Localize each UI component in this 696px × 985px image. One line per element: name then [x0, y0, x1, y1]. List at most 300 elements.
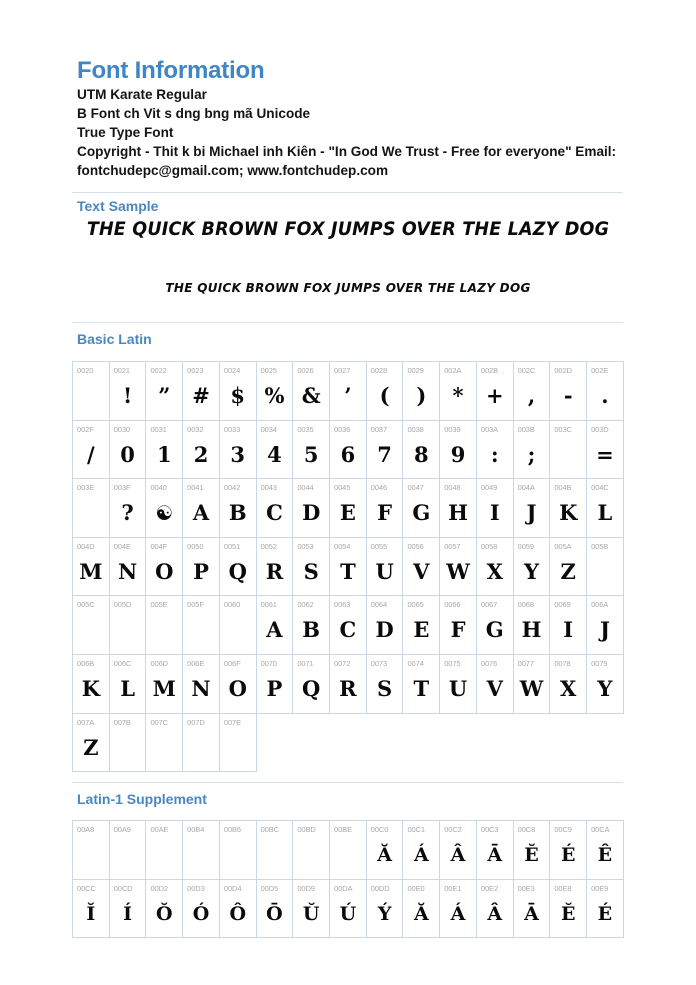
glyph-cell: [330, 821, 367, 880]
glyph-cell: [514, 538, 551, 597]
glyph-preview: 2: [193, 441, 209, 467]
glyph-preview: T: [413, 675, 430, 701]
section-heading-latin1-supplement: Latin-1 Supplement: [77, 791, 207, 807]
glyph-preview: %: [264, 383, 285, 408]
glyph-cell: [293, 479, 330, 538]
glyph-preview: Ô: [229, 902, 247, 925]
section-heading-text-sample: Text Sample: [77, 198, 159, 214]
glyph-code: 006E: [187, 658, 205, 668]
glyph-code: 00C9: [554, 825, 572, 834]
glyph-code: 0038: [407, 424, 424, 434]
glyph-code: 0047: [407, 483, 424, 493]
glyph-code: 006D: [150, 658, 168, 668]
glyph-preview: Ó: [192, 902, 210, 925]
glyph-cell: [146, 596, 183, 655]
font-name: UTM Karate Regular: [77, 87, 207, 102]
glyph-cell: [514, 655, 551, 714]
glyph-preview: Y: [597, 675, 613, 701]
glyph-cell: [403, 538, 440, 597]
glyph-preview: Ú: [339, 902, 357, 925]
glyph-code: 0065: [407, 600, 424, 610]
glyph-preview: G: [485, 617, 504, 643]
glyph-cell: [330, 538, 367, 597]
glyph-preview: V: [413, 558, 430, 584]
glyph-code: 0044: [297, 483, 314, 493]
glyph-code: 00C0: [370, 825, 389, 834]
glyph-cell: [257, 821, 294, 880]
glyph-code: 00E9: [591, 883, 609, 893]
font-copyright: Copyright - Thit k bi Michael inh Kiên - "In God We Trust - Free for everyone" Email:: [77, 144, 617, 159]
glyph-preview: Ā: [487, 844, 503, 866]
glyph-cell: [587, 421, 624, 480]
glyph-preview: Ê: [597, 844, 613, 866]
glyph-code: 00D3: [187, 883, 205, 893]
page-title: Font Information: [77, 57, 265, 84]
glyph-code: 0058: [480, 541, 498, 551]
glyph-code: 004A: [517, 483, 535, 493]
glyph-cell: [220, 538, 257, 597]
glyph-preview: Ō: [266, 902, 283, 925]
glyph-code: 005B: [591, 541, 609, 551]
glyph-cell: [220, 479, 257, 538]
glyph-code: 004D: [77, 541, 95, 551]
glyph-cell: [587, 821, 624, 880]
glyph-cell: [183, 655, 220, 714]
glyph-cell: [477, 362, 514, 421]
glyph-preview: .: [601, 383, 609, 408]
glyph-preview: =: [596, 441, 614, 467]
latin1-glyph-grid: [72, 820, 624, 938]
font-type: True Type Font: [77, 125, 174, 140]
glyph-cell: [257, 538, 294, 597]
glyph-code: 005D: [113, 600, 132, 610]
glyph-cell: [220, 714, 257, 773]
glyph-cell: [403, 596, 440, 655]
glyph-cell: [587, 880, 624, 939]
glyph-cell: [550, 596, 587, 655]
glyph-preview: K: [559, 500, 578, 526]
glyph-code: 003A: [480, 424, 499, 434]
glyph-cell: [146, 362, 183, 421]
glyph-preview: R: [339, 675, 357, 701]
glyph-code: 00AE: [150, 825, 169, 834]
glyph-preview: É: [597, 902, 613, 925]
glyph-cell: [110, 714, 147, 773]
glyph-cell: [146, 714, 183, 773]
glyph-preview: Z: [83, 734, 99, 760]
glyph-cell: [587, 655, 624, 714]
glyph-code: 0025: [260, 366, 277, 375]
divider: [72, 192, 623, 193]
glyph-cell: [183, 596, 220, 655]
glyph-preview: S: [303, 558, 319, 584]
glyph-cell: [403, 880, 440, 939]
glyph-code: 0026: [297, 366, 314, 375]
glyph-preview: (: [379, 383, 390, 408]
glyph-cell: [110, 655, 147, 714]
glyph-code: 0052: [260, 541, 277, 551]
glyph-code: 00BC: [260, 825, 279, 834]
glyph-code: 007D: [187, 717, 205, 727]
glyph-preview: O: [155, 558, 174, 584]
glyph-cell: [183, 421, 220, 480]
glyph-code: 00E1: [444, 883, 462, 893]
glyph-preview: Ā: [524, 902, 539, 925]
glyph-cell: [440, 596, 477, 655]
glyph-code: 003F: [113, 483, 131, 493]
glyph-code: 006B: [77, 658, 95, 668]
glyph-preview: Y: [523, 558, 539, 584]
glyph-cell: [550, 421, 587, 480]
glyph-cell: [550, 821, 587, 880]
glyph-cell: [293, 821, 330, 880]
glyph-preview: ?: [121, 500, 134, 526]
glyph-code: 0066: [444, 600, 461, 610]
glyph-cell: [477, 538, 514, 597]
glyph-code: 007A: [77, 717, 95, 727]
glyph-cell: [587, 479, 624, 538]
glyph-code: 0073: [370, 658, 388, 668]
glyph-preview: 6: [340, 441, 356, 467]
glyph-cell: [73, 655, 110, 714]
glyph-code: 0072: [334, 658, 351, 668]
glyph-preview: E: [413, 617, 430, 643]
glyph-preview: C: [339, 617, 357, 643]
basic-latin-glyph-grid: [72, 361, 624, 772]
glyph-cell: [330, 880, 367, 939]
divider: [72, 782, 623, 783]
glyph-cell: [257, 655, 294, 714]
glyph-cell: [293, 421, 330, 480]
glyph-code: 0039: [444, 424, 461, 434]
section-heading-basic-latin: Basic Latin: [77, 331, 152, 347]
glyph-preview: A: [192, 500, 210, 526]
glyph-cell: [330, 655, 367, 714]
glyph-code: 0049: [480, 483, 498, 493]
glyph-cell: [403, 362, 440, 421]
glyph-code: 0031: [150, 424, 167, 434]
glyph-cell: [146, 655, 183, 714]
glyph-code: 0055: [370, 541, 388, 551]
text-sample-large: THE QUICK BROWN FOX JUMPS OVER THE LAZY DOG: [86, 219, 610, 241]
glyph-code: 00DA: [334, 883, 353, 893]
glyph-cell: [440, 421, 477, 480]
glyph-preview: !: [122, 383, 133, 408]
glyph-code: 002D: [554, 366, 572, 375]
glyph-cell: [440, 479, 477, 538]
glyph-preview: K: [81, 675, 100, 701]
glyph-cell: [257, 479, 294, 538]
divider: [72, 322, 623, 323]
glyph-cell: [257, 596, 294, 655]
glyph-code: 0067: [480, 600, 498, 610]
glyph-preview: Ĕ: [524, 844, 539, 866]
glyph-code: 003D: [591, 424, 609, 434]
glyph-code: 0040: [150, 483, 167, 493]
glyph-code: 00E8: [554, 883, 572, 893]
text-sample-small: THE QUICK BROWN FOX JUMPS OVER THE LAZY DOG: [165, 281, 531, 295]
glyph-code: 002A: [444, 366, 462, 375]
glyph-preview: W: [446, 558, 470, 584]
glyph-code: 0034: [260, 424, 277, 434]
glyph-code: 0054: [334, 541, 351, 551]
glyph-preview: R: [265, 558, 284, 584]
glyph-preview: F: [450, 617, 466, 643]
glyph-preview: ’: [344, 383, 352, 408]
glyph-preview: Z: [560, 558, 576, 584]
glyph-cell: [183, 714, 220, 773]
yin-yang-icon: ☯: [155, 501, 174, 526]
glyph-cell: [183, 821, 220, 880]
glyph-preview: N: [117, 558, 138, 584]
glyph-preview: M: [152, 675, 176, 701]
glyph-cell: [514, 596, 551, 655]
glyph-preview: ;: [527, 441, 536, 467]
glyph-preview: :: [490, 441, 499, 467]
glyph-cell: [403, 479, 440, 538]
glyph-cell: [220, 421, 257, 480]
glyph-cell: [257, 421, 294, 480]
glyph-code: 0071: [297, 658, 314, 668]
glyph-preview: D: [375, 617, 394, 643]
glyph-cell: [477, 596, 514, 655]
glyph-code: 007E: [223, 717, 241, 727]
glyph-cell: [514, 821, 551, 880]
glyph-preview: 8: [414, 441, 429, 467]
glyph-preview: I: [563, 617, 574, 643]
glyph-code: 00CC: [77, 883, 96, 893]
glyph-code: 00E2: [480, 883, 499, 893]
glyph-preview: Â: [487, 902, 503, 925]
glyph-code: 0035: [297, 424, 314, 434]
glyph-code: 003B: [517, 424, 535, 434]
glyph-preview: H: [448, 500, 468, 526]
glyph-preview: E: [339, 500, 356, 526]
font-contact: fontchudepc@gmail.com; www.fontchudep.com: [77, 163, 389, 178]
glyph-cell: [367, 596, 404, 655]
glyph-code: 00DD: [370, 883, 390, 893]
glyph-cell: [73, 880, 110, 939]
glyph-code: 0078: [554, 658, 571, 668]
glyph-preview: Ŭ: [302, 902, 320, 925]
glyph-code: 0022: [150, 366, 167, 375]
glyph-preview: H: [521, 617, 542, 643]
glyph-cell: [110, 596, 147, 655]
glyph-preview: P: [193, 558, 209, 584]
glyph-preview: -: [563, 383, 573, 408]
glyph-preview: ): [416, 383, 427, 408]
glyph-code: 002B: [480, 366, 499, 375]
glyph-cell: [220, 655, 257, 714]
glyph-code: 0029: [407, 366, 424, 375]
glyph-cell: [403, 421, 440, 480]
glyph-cell: [550, 538, 587, 597]
glyph-preview: J: [599, 617, 610, 643]
glyph-cell: [514, 362, 551, 421]
glyph-cell: [514, 880, 551, 939]
glyph-cell: [110, 821, 147, 880]
glyph-cell: [73, 821, 110, 880]
glyph-cell: [440, 655, 477, 714]
glyph-preview: 5: [303, 441, 319, 467]
glyph-preview: 1: [156, 441, 172, 467]
glyph-cell: [587, 596, 624, 655]
glyph-cell: [146, 821, 183, 880]
glyph-code: 0030: [113, 424, 131, 434]
glyph-preview: I: [489, 500, 500, 526]
glyph-cell: [367, 479, 404, 538]
glyph-code: 0053: [297, 541, 314, 551]
glyph-preview: Ý: [377, 902, 392, 925]
glyph-cell: [403, 821, 440, 880]
glyph-code: 0021: [113, 366, 131, 375]
glyph-code: 002C: [517, 366, 536, 375]
glyph-code: 0050: [187, 541, 204, 551]
glyph-cell: [440, 880, 477, 939]
glyph-code: 00C1: [407, 825, 425, 834]
glyph-code: 00BD: [297, 825, 316, 834]
glyph-code: 005F: [187, 600, 204, 610]
glyph-code: 0042: [223, 483, 241, 493]
glyph-code: 0048: [444, 483, 461, 493]
glyph-cell: [550, 362, 587, 421]
glyph-code: 004F: [150, 541, 168, 551]
glyph-cell: [220, 821, 257, 880]
glyph-cell: [257, 880, 294, 939]
glyph-cell: [73, 538, 110, 597]
glyph-preview: ”: [158, 383, 171, 408]
glyph-cell: [477, 880, 514, 939]
glyph-code: 0079: [591, 658, 608, 668]
glyph-preview: A: [266, 617, 283, 643]
glyph-cell: [110, 479, 147, 538]
glyph-cell: [440, 538, 477, 597]
glyph-code: 0076: [480, 658, 498, 668]
glyph-preview: É: [560, 844, 576, 866]
glyph-cell: [367, 880, 404, 939]
glyph-preview: G: [412, 500, 431, 526]
glyph-preview: Ĕ: [560, 902, 576, 925]
glyph-cell: [330, 362, 367, 421]
glyph-preview: D: [302, 500, 321, 526]
glyph-code: 0032: [187, 424, 204, 434]
glyph-cell: [73, 421, 110, 480]
glyph-preview: L: [597, 500, 613, 526]
glyph-cell: [550, 880, 587, 939]
glyph-code: 00E0: [407, 883, 425, 893]
glyph-cell: [183, 538, 220, 597]
glyph-code: 0041: [187, 483, 204, 493]
glyph-code: 0051: [223, 541, 241, 551]
glyph-code: 0020: [77, 366, 94, 375]
glyph-code: 0036: [334, 424, 351, 434]
glyph-preview: 4: [267, 441, 282, 467]
glyph-cell: [514, 479, 551, 538]
glyph-cell: [110, 421, 147, 480]
glyph-cell: [367, 362, 404, 421]
glyph-code: 00B4: [187, 825, 205, 834]
glyph-preview: 7: [377, 441, 392, 467]
glyph-code: 006F: [223, 658, 241, 668]
glyph-preview: Ŏ: [156, 902, 173, 925]
glyph-preview: U: [448, 675, 468, 701]
glyph-preview: X: [486, 558, 503, 584]
glyph-code: 00C2: [444, 825, 462, 834]
glyph-cell: [367, 655, 404, 714]
glyph-code: 0023: [187, 366, 204, 375]
glyph-cell: [403, 655, 440, 714]
glyph-preview: Ă: [377, 844, 392, 866]
glyph-preview: Â: [450, 844, 466, 866]
glyph-cell: [330, 596, 367, 655]
glyph-code: 0046: [370, 483, 388, 493]
glyph-code: 0057: [444, 541, 461, 551]
glyph-cell: [293, 596, 330, 655]
glyph-cell: [330, 421, 367, 480]
glyph-cell: [146, 880, 183, 939]
glyph-code: 00D5: [260, 883, 279, 893]
glyph-cell: [477, 821, 514, 880]
glyph-code: 00C3: [480, 825, 499, 834]
glyph-preview: &: [301, 383, 321, 408]
glyph-cell: [514, 421, 551, 480]
glyph-cell: [146, 479, 183, 538]
glyph-code: 0037: [370, 424, 388, 434]
glyph-code: 0070: [260, 658, 277, 668]
glyph-preview: 9: [450, 441, 466, 467]
glyph-code: 00A8: [77, 825, 95, 834]
glyph-code: 006C: [113, 658, 132, 668]
glyph-cell: [550, 479, 587, 538]
glyph-preview: J: [526, 500, 537, 526]
glyph-preview: V: [486, 675, 503, 701]
glyph-cell: [293, 362, 330, 421]
glyph-cell: [550, 655, 587, 714]
glyph-preview: C: [266, 500, 283, 526]
glyph-preview: /: [87, 441, 95, 467]
font-info-block: [77, 85, 657, 180]
glyph-preview: X: [560, 675, 577, 701]
glyph-preview: B: [302, 617, 321, 643]
glyph-preview: O: [228, 675, 247, 701]
glyph-cell: [110, 880, 147, 939]
glyph-cell: [257, 362, 294, 421]
glyph-code: 0062: [297, 600, 314, 610]
glyph-preview: 3: [230, 441, 246, 467]
glyph-cell: [220, 362, 257, 421]
glyph-code: 0063: [334, 600, 351, 610]
glyph-code: 00BE: [334, 825, 352, 834]
glyph-preview: $: [230, 383, 246, 408]
glyph-code: 004E: [113, 541, 131, 551]
glyph-code: 003C: [554, 424, 572, 434]
glyph-cell: [477, 421, 514, 480]
glyph-preview: ,: [527, 383, 536, 408]
glyph-cell: [220, 880, 257, 939]
glyph-code: 0061: [260, 600, 277, 610]
glyph-cell: [330, 479, 367, 538]
glyph-code: 007C: [150, 717, 168, 727]
glyph-cell: [73, 362, 110, 421]
glyph-code: 0033: [223, 424, 241, 434]
glyph-code: 00C8: [517, 825, 536, 834]
glyph-preview: Á: [413, 844, 429, 866]
glyph-code: 0045: [334, 483, 351, 493]
glyph-code: 00D4: [223, 883, 242, 893]
glyph-cell: [440, 362, 477, 421]
font-description: B Font ch Vit s dng bng mã Unicode: [77, 106, 311, 121]
glyph-cell: [73, 714, 110, 773]
